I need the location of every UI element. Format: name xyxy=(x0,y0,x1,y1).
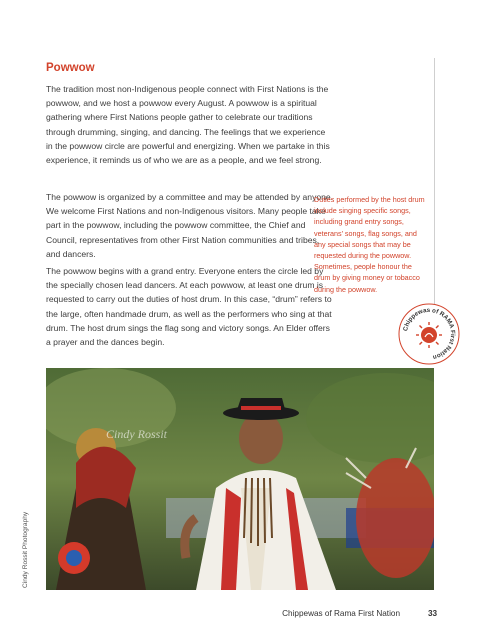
rama-seal-logo xyxy=(397,302,461,366)
sidebar-note: Duties performed by the host drum include singing specific songs, including grand entry songs, veterans’ songs, flag songs, and any special songs that may be requested during the powwow. Sometimes, people honour the drum by giving money or tobacco during the powwow. xyxy=(314,195,425,294)
photo-credit: Cindy Rossit Photography xyxy=(22,511,29,588)
page-number: 33 xyxy=(428,609,438,618)
photo-illustration xyxy=(46,368,434,590)
footer-publication-title: Chippewas of Rama First Nation xyxy=(282,609,400,618)
svg-text:Chippewas of RAMA First Nation: Chippewas of RAMA First Nation xyxy=(402,306,457,361)
body-paragraph-2: The powwow is organized by a committee and may be attended by anyone. We welcome First Nations and non-Indigenous visitors. Many people take part in the powwow, including the powwow committee, the Chief and Council, representatives from other First Nation communities and tribes, and dancers. xyxy=(46,192,334,259)
section-heading: Powwow xyxy=(46,62,95,74)
body-paragraph-3: The powwow begins with a grand entry. Everyone enters the circle led by the specially chosen lead dancers. At each powwow, at least one drum is requested to carry out the duties of host drum. In this case, “drum” refers to the large, often handmade drum, as well as the performers who sing at that drum. The host drum sings the flag song and victory songs. An Elder offers a prayer and the dances begin. xyxy=(46,266,332,348)
powwow-dancer-photo xyxy=(46,368,434,590)
photo-watermark: Cindy Rossit xyxy=(106,427,168,441)
body-paragraph-1: The tradition most non-Indigenous people connect with First Nations is the powwow, and we host a powwow every August. A powwow is a spiritual gathering where First Nations people gather to celebrate our traditions through drumming, singing, and dancing. The feelings that we experience in the powwow circle are powerful and energizing. When we partake in this experience, it reminds us of who we are as a people, and we feel strong. xyxy=(46,84,330,166)
